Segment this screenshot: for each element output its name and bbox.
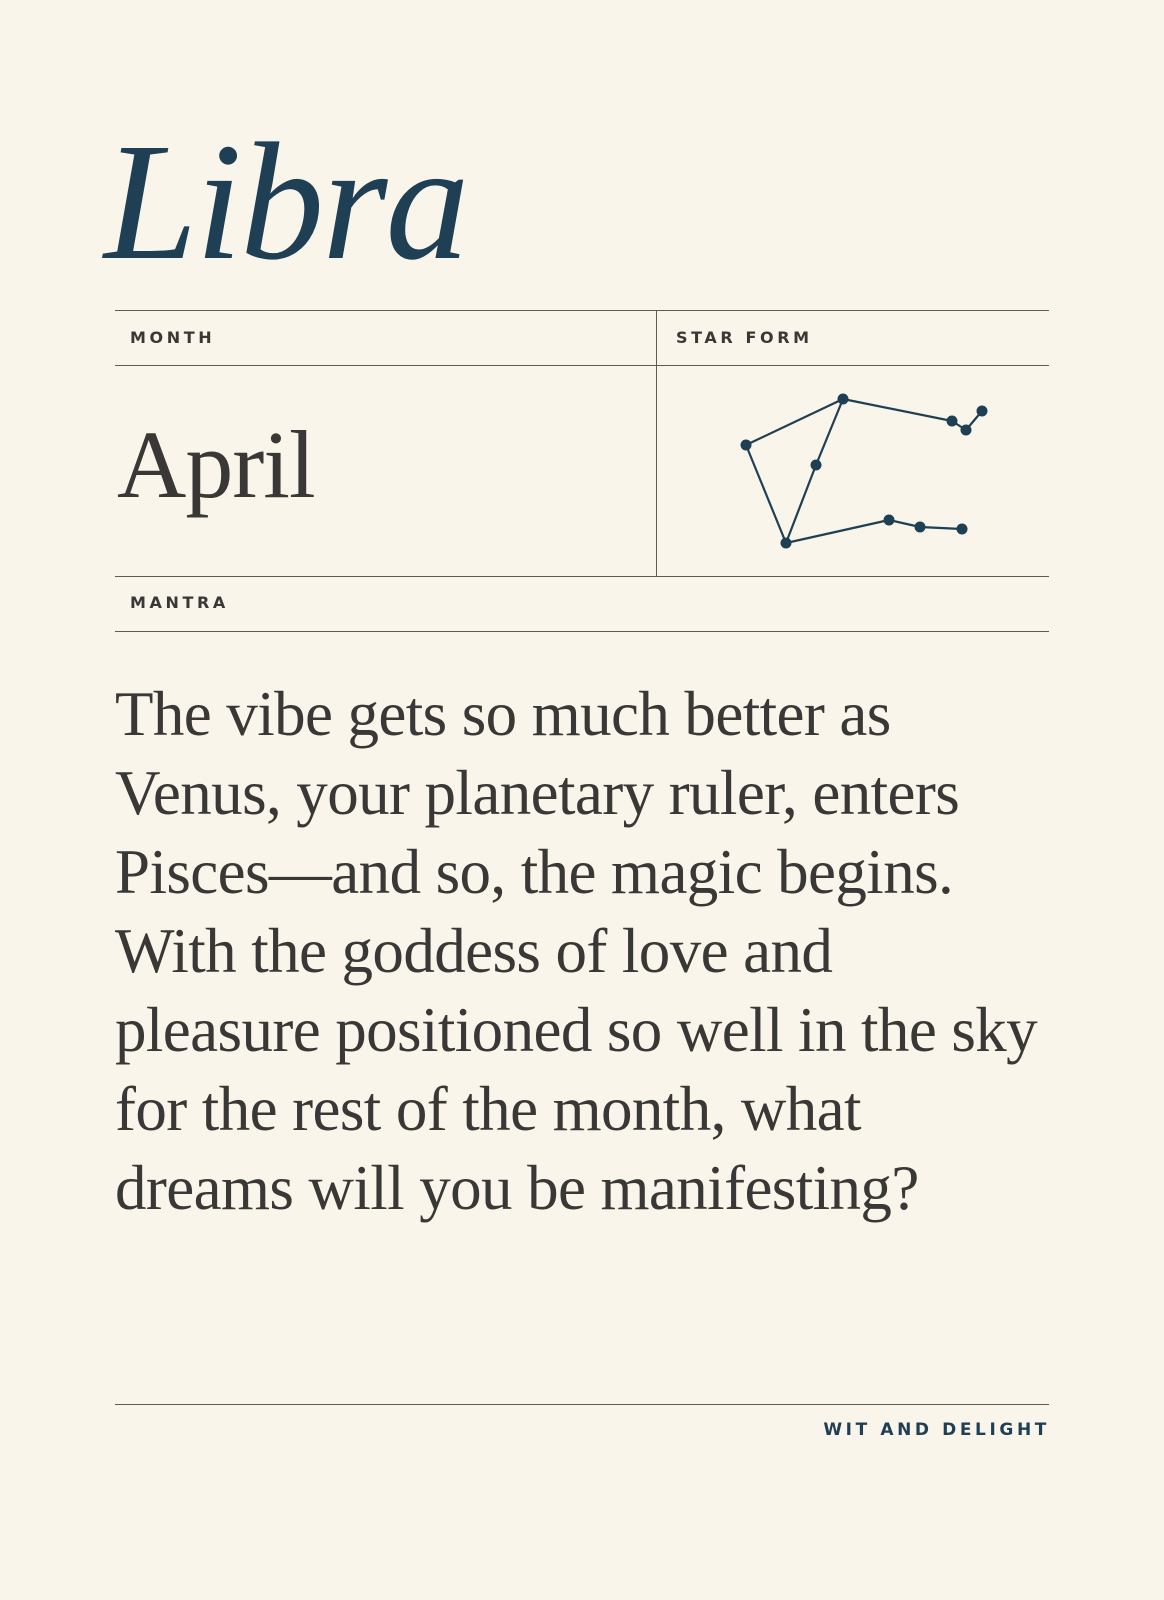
mantra-text: The vibe gets so much better as Venus, your planetary ruler, enters Pisces—and so, the magic begins. With the goddess of love and pleasure positioned so well in the sky for the rest of the month, what dreams will you be manifesting?: [115, 679, 1038, 1223]
month-value: April: [117, 411, 315, 518]
top-divider: [115, 310, 1049, 311]
mantra-top-divider: [115, 576, 1049, 577]
mantra-label: MANTRA: [130, 593, 229, 612]
month-label: MONTH: [130, 328, 216, 347]
footer-divider: [115, 1404, 1049, 1405]
sign-title: Libra: [104, 109, 468, 295]
star-form-label: STAR FORM: [676, 328, 813, 347]
libra-constellation-icon: [656, 360, 996, 575]
brand-name: WIT AND DELIGHT: [823, 1420, 1050, 1440]
mantra-divider: [115, 631, 1049, 632]
